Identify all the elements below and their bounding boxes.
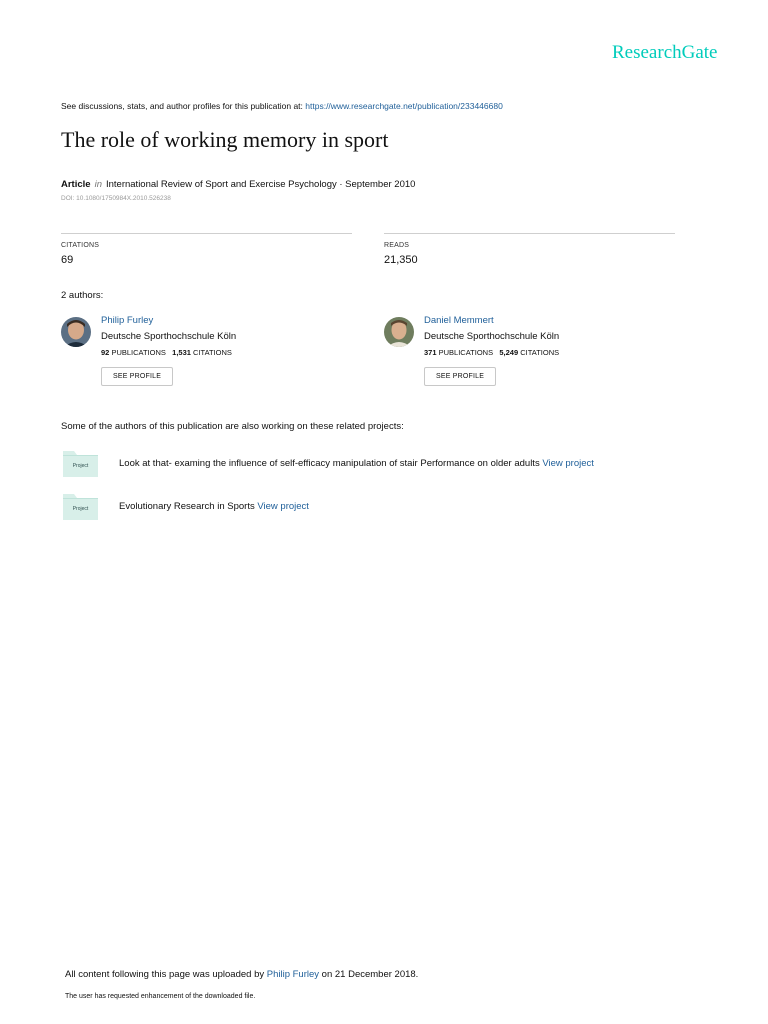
uploader-link[interactable]: Philip Furley <box>266 969 320 980</box>
project-badge-label: Project <box>72 506 89 512</box>
publication-type: Article <box>61 179 91 190</box>
author-stats <box>424 348 559 357</box>
in-label: in <box>94 179 102 190</box>
journal-and-date: International Review of Sport and Exercise Psychology · September 2010 <box>105 179 416 190</box>
citations-value: 69 <box>61 254 74 266</box>
citations-label: CITATIONS <box>61 242 100 249</box>
author-affiliation: Deutsche Sporthochschule Köln <box>424 331 560 342</box>
project-title <box>119 458 594 469</box>
author-card <box>384 315 684 395</box>
author-citations-count: 1,531 <box>172 348 191 357</box>
author-publications-count: 371 <box>424 348 437 357</box>
author-avatar[interactable] <box>61 317 91 347</box>
view-project-link[interactable]: View project <box>542 458 594 469</box>
citations-stat <box>61 233 352 266</box>
publication-url-link[interactable]: https://www.researchgate.net/publication/233446680 <box>305 101 503 111</box>
author-affiliation: Deutsche Sporthochschule Köln <box>101 331 237 342</box>
researchgate-logo[interactable]: ResearchGate <box>612 42 718 63</box>
project-item <box>61 490 701 522</box>
author-avatar[interactable] <box>384 317 414 347</box>
upload-note-suffix: on 21 December 2018. <box>319 969 419 980</box>
reads-label: READS <box>384 242 410 249</box>
enhancement-note: The user has requested enhancement of the downloaded file. <box>65 993 256 1000</box>
reads-stat <box>384 233 675 266</box>
publication-title: The role of working memory in sport <box>61 127 389 152</box>
see-profile-button[interactable]: SEE PROFILE <box>424 367 496 386</box>
project-badge-label: Project <box>72 463 89 469</box>
author-publications-count: 92 <box>101 348 110 357</box>
author-citations-count: 5,249 <box>499 348 519 357</box>
see-discussions-line <box>61 101 503 111</box>
project-title-text: Evolutionary Research in Sports <box>119 501 255 512</box>
folder-icon <box>63 492 98 520</box>
project-item <box>61 447 701 479</box>
see-discussions-text: See discussions, stats, and author profiles for this publication at: <box>61 101 306 111</box>
upload-note <box>65 969 418 980</box>
author-publications-label: PUBLICATIONS <box>111 348 166 357</box>
project-title <box>119 501 309 512</box>
reads-value: 21,350 <box>384 254 418 266</box>
authors-heading: 2 authors: <box>61 290 104 301</box>
author-stats <box>101 348 232 357</box>
author-card <box>61 315 361 395</box>
author-name-link[interactable]: Philip Furley <box>101 315 154 326</box>
doi: DOI: 10.1080/1750984X.2010.526238 <box>61 195 171 202</box>
project-title-text: Look at that- examing the influence of self-efficacy manipulation of stair Performance on older adults <box>119 458 540 469</box>
author-publications-label: PUBLICATIONS <box>438 348 494 357</box>
related-projects-heading: Some of the authors of this publication are also working on these related projects: <box>61 421 404 432</box>
view-project-link[interactable]: View project <box>257 501 309 512</box>
publication-meta <box>61 179 415 190</box>
author-citations-label: CITATIONS <box>520 348 560 357</box>
upload-note-prefix: All content following this page was uploaded by <box>65 969 267 980</box>
author-citations-label: CITATIONS <box>193 348 232 357</box>
author-name-link[interactable]: Daniel Memmert <box>424 315 494 326</box>
folder-icon <box>63 449 98 477</box>
see-profile-button[interactable]: SEE PROFILE <box>101 367 173 386</box>
